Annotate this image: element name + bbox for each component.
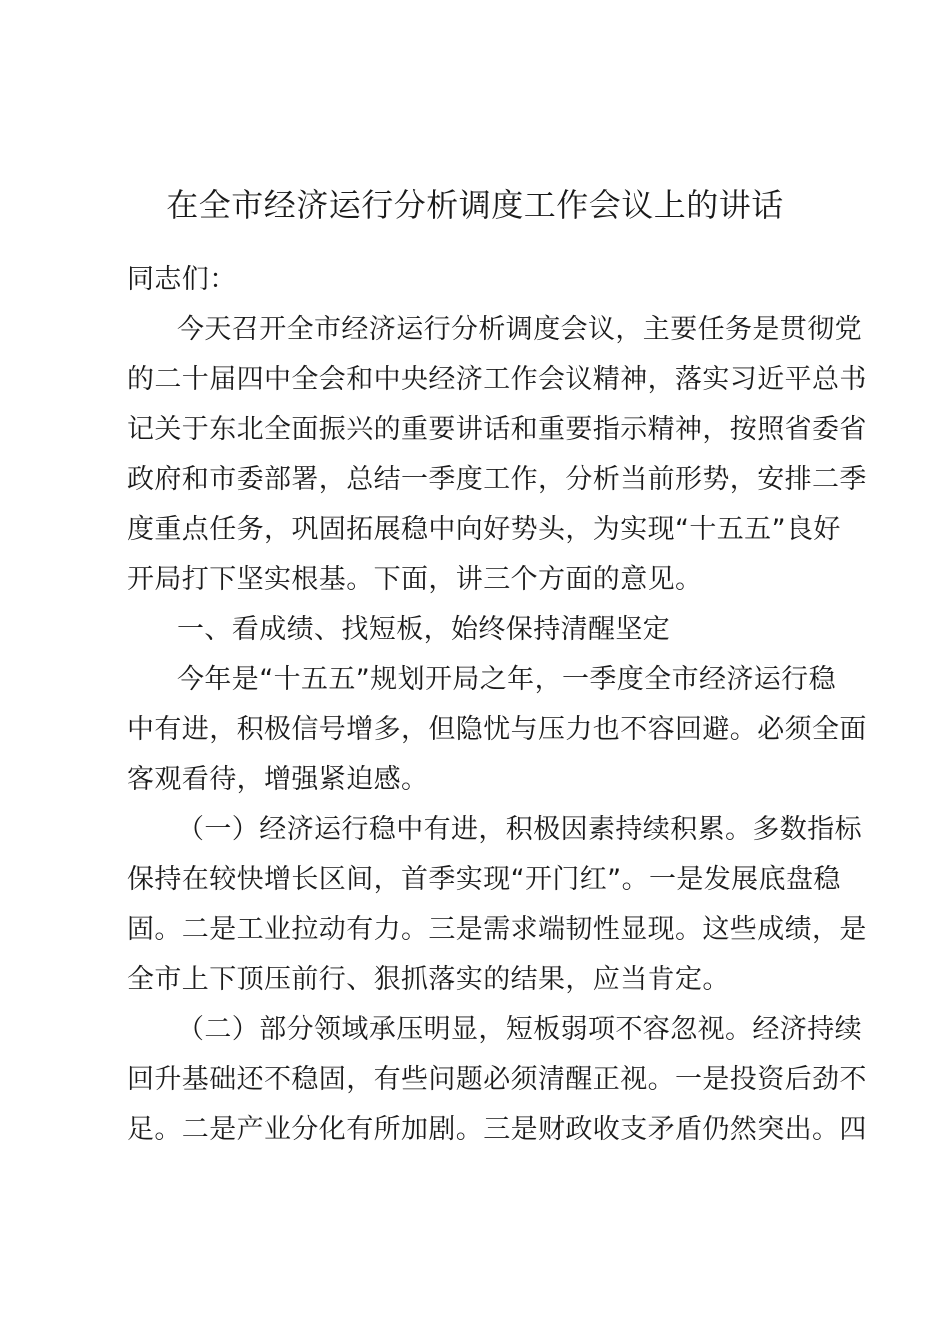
- text-line: 今天召开全市经济运行分析调度会议，主要任务是贯彻党: [177, 314, 862, 345]
- salutation: 同志们：: [127, 264, 237, 295]
- text-line: 回升基础还不稳固，有些问题必须清醒正视。一是投资后劲不: [127, 1064, 867, 1095]
- text-line: 中有进，积极信号增多，但隐忧与压力也不容回避。必须全面: [127, 714, 867, 745]
- text-line: 一、看成绩、找短板，始终保持清醒坚定: [177, 614, 671, 645]
- text-line: 客观看待，增强紧迫感。: [127, 764, 429, 795]
- text-line: 记关于东北全面振兴的重要讲话和重要指示精神，按照省委省: [127, 414, 867, 445]
- text-line: 的二十届四中全会和中央经济工作会议精神，落实习近平总书: [127, 364, 867, 395]
- document-body: [127, 255, 867, 1155]
- text-line: 足。二是产业分化有所加剧。三是财政收支矛盾仍然突出。四: [127, 1114, 867, 1145]
- document-title: 在全市经济运行分析调度工作会议上的讲话: [166, 186, 784, 224]
- text-line: 度重点任务，巩固拓展稳中向好势头，为实现“十五五”良好: [127, 514, 841, 545]
- text-line: 保持在较快增长区间，首季实现“开门红”。一是发展底盘稳: [127, 864, 841, 895]
- text-line: （二）部分领域承压明显，短板弱项不容忽视。经济持续: [177, 1014, 862, 1045]
- text-line: 固。二是工业拉动有力。三是需求端韧性显现。这些成绩，是: [127, 914, 867, 945]
- text-line: 全市上下顶压前行、狠抓落实的结果，应当肯定。: [127, 964, 730, 995]
- text-line: （一）经济运行稳中有进，积极因素持续积累。多数指标: [177, 814, 862, 845]
- text-line: 今年是“十五五”规划开局之年，一季度全市经济运行稳: [177, 664, 836, 695]
- text-line: 开局打下坚实根基。下面，讲三个方面的意见。: [127, 564, 703, 595]
- text-line: 政府和市委部署，总结一季度工作，分析当前形势，安排二季: [127, 464, 867, 495]
